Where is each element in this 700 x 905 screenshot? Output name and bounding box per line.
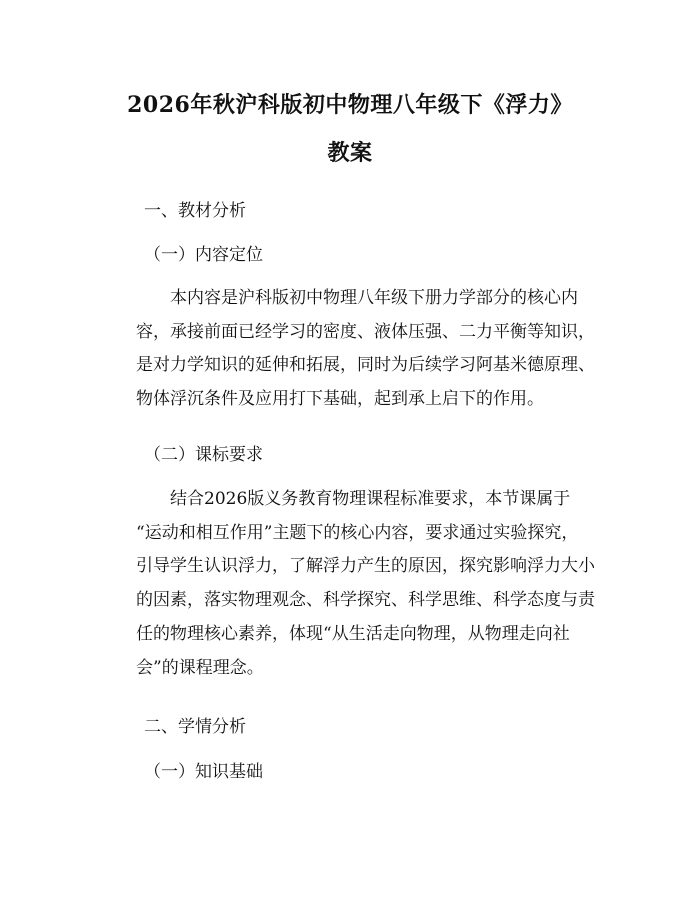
section-heading-learning-situation-analysis: 二、学情分析 (144, 717, 246, 737)
document-title-line-1: 2026年秋沪科版初中物理八年级下《浮力》 (127, 92, 573, 118)
paragraph-line: 本内容是沪科版初中物理八年级下册力学部分的核心内 (170, 288, 578, 308)
paragraph-line: 物体浮沉条件及应用打下基础，起到承上启下的作用。 (136, 389, 544, 410)
paragraph-line: 引导学生认识浮力，了解浮力产生的原因，探究影响浮力大小 (136, 556, 595, 577)
subsection-heading-curriculum-requirements: （二）课标要求 (144, 445, 263, 465)
paragraph-content-positioning (102, 282, 602, 417)
paragraph-line: 结合2026版义务教育物理课程标准要求，本节课属于 (170, 489, 571, 509)
paragraph-line: “运动和相互作用”主题下的核心内容，要求通过实验探究， (136, 522, 579, 543)
paragraph-line: 任的物理核心素养，体现“从生活走向物理，从物理走向社 (136, 623, 570, 644)
paragraph-curriculum-requirements (102, 483, 602, 685)
subsection-heading-knowledge-foundation: （一）知识基础 (144, 762, 263, 782)
paragraph-line: 容，承接前面已经学习的密度、液体压强、二力平衡等知识， (136, 321, 595, 342)
paragraph-line: 会”的课程理念。 (136, 657, 264, 678)
paragraph-line: 是对力学知识的延伸和拓展，同时为后续学习阿基米德原理、 (136, 355, 595, 376)
document-title-line-2: 教案 (327, 140, 373, 166)
section-heading-teaching-material-analysis: 一、教材分析 (144, 201, 246, 221)
subsection-heading-content-positioning: （一）内容定位 (144, 245, 263, 265)
paragraph-line: 的因素，落实物理观念、科学探究、科学思维、科学态度与责 (136, 590, 595, 611)
